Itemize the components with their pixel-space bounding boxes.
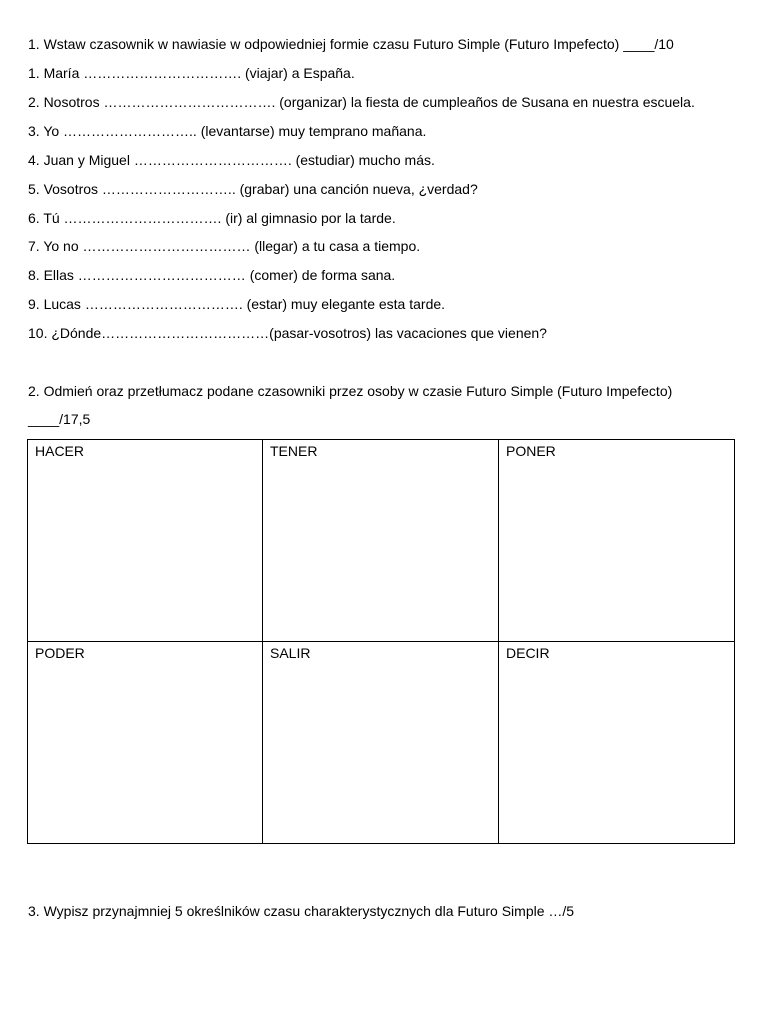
exercise-item-4: 4. Juan y Miguel ……………………………. (estudiar) mucho más. bbox=[28, 152, 435, 168]
verb-label: DECIR bbox=[506, 645, 550, 661]
verb-label: SALIR bbox=[270, 645, 311, 661]
exercise-item-1: 1. María ……………………………. (viajar) a España. bbox=[28, 65, 355, 81]
section3-heading: 3. Wypisz przynajmniej 5 określników czasu charakterystycznych dla Futuro Simple …/5 bbox=[28, 903, 575, 919]
verb-label: PODER bbox=[35, 645, 85, 661]
table-cell-poder[interactable] bbox=[28, 642, 263, 843]
section1-heading: 1. Wstaw czasownik w nawiasie w odpowiedniej formie czasu Futuro Simple (Futuro Impefecto) ____/10 bbox=[28, 36, 674, 52]
exercise-item-9: 9. Lucas ……………………………. (estar) muy elegante esta tarde. bbox=[28, 296, 446, 312]
exercise-item-8: 8. Ellas ……………………………… (comer) de forma sana. bbox=[28, 267, 396, 283]
table-cell-hacer[interactable] bbox=[28, 440, 263, 642]
exercise-item-7: 7. Yo no ……………………………… (llegar) a tu casa a tiempo. bbox=[28, 238, 421, 254]
table-cell-tener[interactable] bbox=[263, 440, 499, 642]
section2-score: ____/17,5 bbox=[28, 411, 91, 427]
exercise-item-10: 10. ¿Dónde………………………………(pasar-vosotros) las vacaciones que vienen? bbox=[28, 325, 547, 341]
exercise-item-5: 5. Vosotros ……………………….. (grabar) una canción nueva, ¿verdad? bbox=[28, 181, 478, 197]
exercise-item-6: 6. Tú ……………………………. (ir) al gimnasio por la tarde. bbox=[28, 210, 396, 226]
table-cell-decir[interactable] bbox=[499, 642, 734, 843]
section2-heading: 2. Odmień oraz przetłumacz podane czasowniki przez osoby w czasie Futuro Simple (Futuro Impefecto) bbox=[28, 383, 673, 399]
conjugation-table bbox=[27, 439, 735, 844]
table-cell-poner[interactable] bbox=[499, 440, 734, 642]
verb-label: TENER bbox=[270, 443, 318, 459]
table-cell-salir[interactable] bbox=[263, 642, 499, 843]
verb-label: PONER bbox=[506, 443, 556, 459]
exercise-item-2: 2. Nosotros ………………………………. (organizar) la fiesta de cumpleaños de Susana en nuestra escuela. bbox=[28, 94, 695, 110]
exercise-item-3: 3. Yo ……………………….. (levantarse) muy temprano mañana. bbox=[28, 123, 427, 139]
verb-label: HACER bbox=[35, 443, 85, 459]
